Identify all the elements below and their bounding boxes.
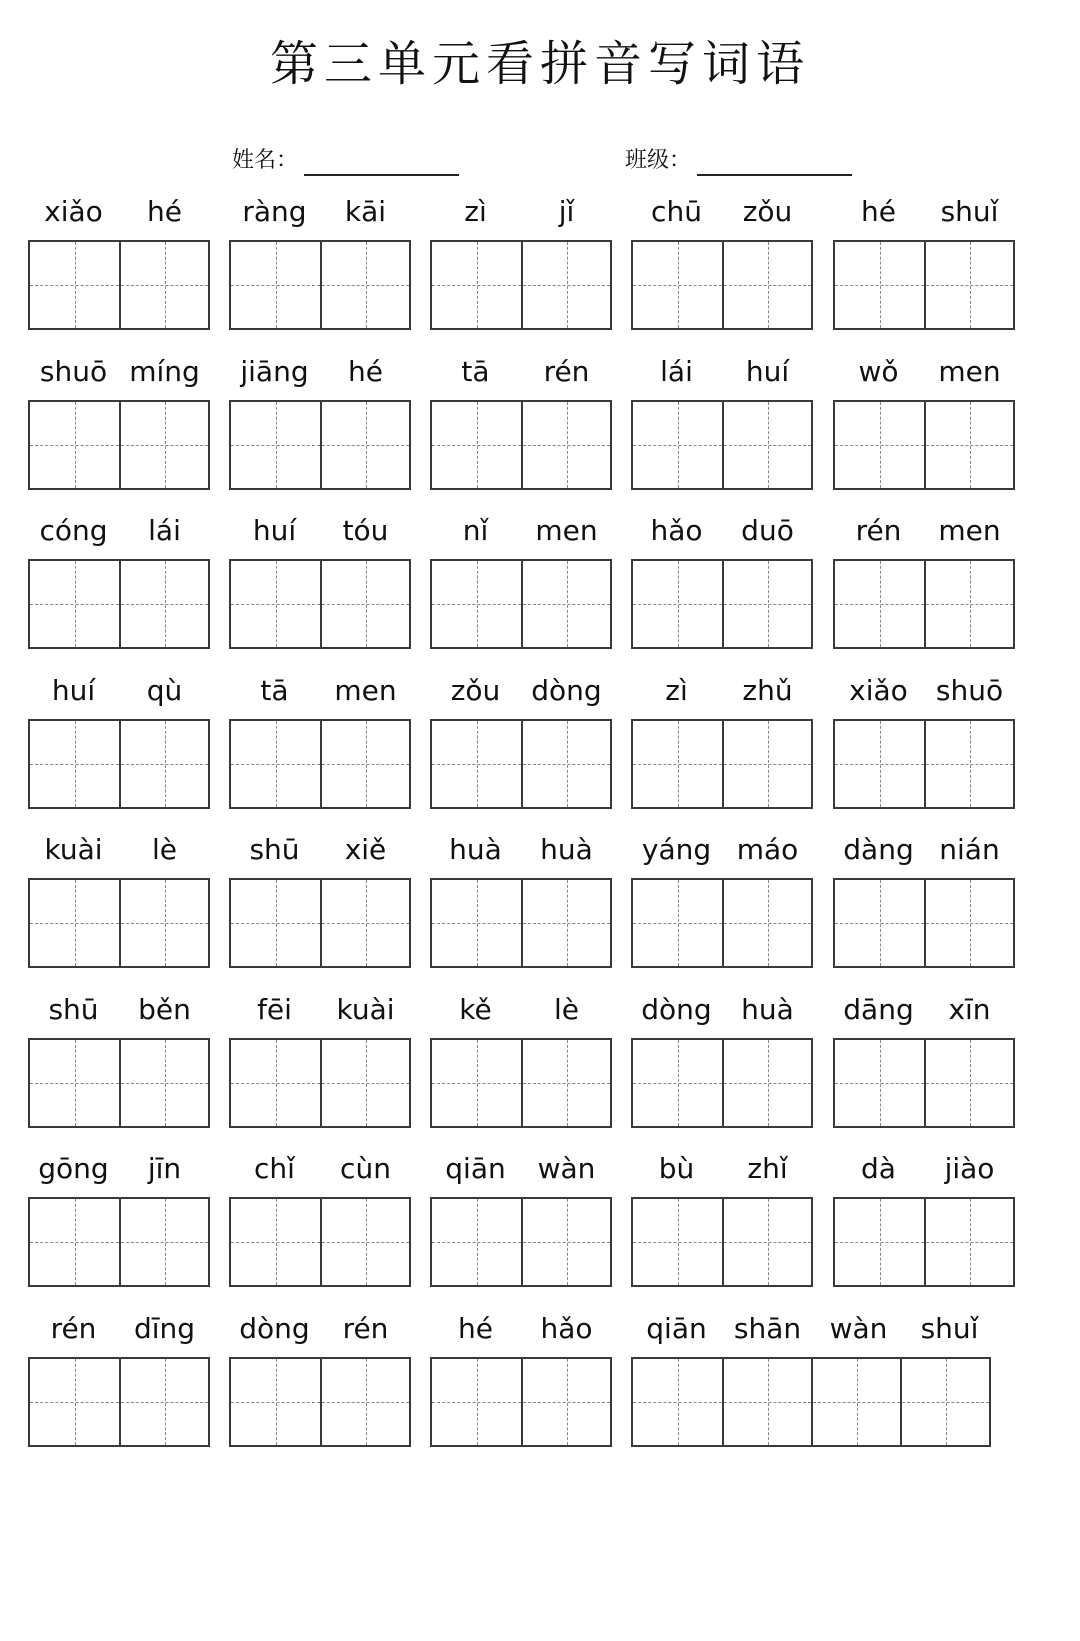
word-item <box>631 348 813 396</box>
pinyin-syllable: hé <box>458 1312 493 1345</box>
pinyin-syllable: kuài <box>336 993 395 1026</box>
pinyin-syllable: běn <box>138 993 191 1026</box>
pinyin-syllable: lái <box>660 355 693 388</box>
writing-cell[interactable] <box>432 1359 521 1445</box>
writing-boxes <box>430 559 612 649</box>
writing-cell[interactable] <box>722 721 811 807</box>
pinyin-row <box>430 986 612 1034</box>
writing-cell[interactable] <box>521 1199 610 1285</box>
pinyin-syllable: míng <box>129 355 200 388</box>
word-item <box>430 348 612 396</box>
pinyin-row <box>229 507 411 555</box>
writing-boxes <box>229 1038 411 1128</box>
pinyin-row <box>631 188 813 236</box>
writing-cell[interactable] <box>924 242 1013 328</box>
writing-boxes <box>631 1197 813 1287</box>
word-item <box>430 1145 612 1193</box>
writing-cell[interactable] <box>521 242 610 328</box>
pinyin-syllable: men <box>938 514 1001 547</box>
writing-cell[interactable] <box>722 561 811 647</box>
writing-cell[interactable] <box>633 1040 722 1126</box>
word-item <box>833 507 1015 555</box>
pinyin-syllable: dīng <box>133 1312 196 1345</box>
writing-cell[interactable] <box>119 1199 208 1285</box>
word-item <box>229 1145 411 1193</box>
word-item <box>430 826 612 874</box>
word-item <box>430 667 612 715</box>
pinyin-row <box>430 1305 612 1353</box>
pinyin-row <box>833 667 1015 715</box>
pinyin-syllable: huí <box>252 514 297 547</box>
writing-boxes <box>430 719 612 809</box>
writing-boxes <box>28 240 210 330</box>
writing-cell[interactable] <box>722 402 811 488</box>
writing-boxes <box>28 559 210 649</box>
writing-cell[interactable] <box>722 1359 811 1445</box>
writing-cell[interactable] <box>231 402 320 488</box>
writing-cell[interactable] <box>521 1359 610 1445</box>
word-item <box>430 188 612 236</box>
writing-cell[interactable] <box>432 1199 521 1285</box>
pinyin-syllable: dà <box>861 1152 896 1185</box>
pinyin-syllable: men <box>938 355 1001 388</box>
pinyin-syllable: shuǐ <box>940 195 999 228</box>
writing-boxes <box>430 240 612 330</box>
pinyin-syllable: hé <box>348 355 383 388</box>
writing-boxes <box>631 1038 813 1128</box>
word-item <box>833 986 1015 1034</box>
writing-boxes <box>833 400 1015 490</box>
pinyin-row <box>631 507 813 555</box>
writing-cell[interactable] <box>835 1199 924 1285</box>
pinyin-syllable: dàng <box>843 833 914 866</box>
writing-cell[interactable] <box>722 242 811 328</box>
writing-boxes <box>229 1197 411 1287</box>
writing-boxes <box>229 719 411 809</box>
pinyin-syllable: huí <box>745 355 790 388</box>
writing-boxes <box>229 400 411 490</box>
pinyin-syllable: jiāng <box>240 355 309 388</box>
pinyin-syllable: men <box>334 674 397 707</box>
pinyin-row <box>229 826 411 874</box>
writing-cell[interactable] <box>119 1040 208 1126</box>
writing-cell[interactable] <box>835 880 924 966</box>
pinyin-row <box>28 188 210 236</box>
writing-cell[interactable] <box>432 880 521 966</box>
pinyin-row <box>430 188 612 236</box>
writing-boxes <box>430 878 612 968</box>
writing-cell[interactable] <box>231 242 320 328</box>
pinyin-row <box>28 826 210 874</box>
writing-cell[interactable] <box>231 1040 320 1126</box>
writing-cell[interactable] <box>119 561 208 647</box>
writing-cell[interactable] <box>835 402 924 488</box>
writing-cell[interactable] <box>924 721 1013 807</box>
pinyin-syllable: huà <box>449 833 502 866</box>
pinyin-row <box>833 507 1015 555</box>
writing-boxes <box>229 240 411 330</box>
pinyin-syllable: máo <box>736 833 799 866</box>
writing-cell[interactable] <box>30 1199 119 1285</box>
pinyin-syllable: kuài <box>44 833 103 866</box>
pinyin-syllable: zhǐ <box>747 1152 788 1185</box>
pinyin-syllable: nǐ <box>462 514 489 547</box>
pinyin-syllable: qù <box>146 674 183 707</box>
pinyin-syllable: cóng <box>39 514 108 547</box>
pinyin-syllable: tā <box>461 355 490 388</box>
pinyin-row <box>430 667 612 715</box>
pinyin-row <box>430 507 612 555</box>
word-item <box>631 507 813 555</box>
word-item <box>229 826 411 874</box>
writing-cell[interactable] <box>835 242 924 328</box>
writing-cell[interactable] <box>320 1359 409 1445</box>
pinyin-syllable: huí <box>51 674 96 707</box>
writing-boxes <box>631 878 813 968</box>
pinyin-syllable: kě <box>459 993 492 1026</box>
writing-boxes <box>833 719 1015 809</box>
pinyin-row <box>631 348 813 396</box>
writing-boxes <box>833 878 1015 968</box>
pinyin-row <box>631 1145 813 1193</box>
writing-cell[interactable] <box>231 561 320 647</box>
writing-boxes <box>833 1038 1015 1128</box>
word-item <box>28 507 210 555</box>
writing-boxes <box>631 559 813 649</box>
word-item <box>833 188 1015 236</box>
pinyin-syllable: chǐ <box>254 1152 295 1185</box>
writing-cell[interactable] <box>432 721 521 807</box>
word-item <box>631 1145 813 1193</box>
writing-boxes <box>631 400 813 490</box>
writing-cell[interactable] <box>30 242 119 328</box>
pinyin-syllable: jiào <box>944 1152 995 1185</box>
writing-cell[interactable] <box>633 242 722 328</box>
writing-cell[interactable] <box>320 242 409 328</box>
word-item <box>430 507 612 555</box>
pinyin-row <box>229 1145 411 1193</box>
word-item <box>833 826 1015 874</box>
pinyin-syllable: rén <box>342 1312 389 1345</box>
pinyin-row <box>833 348 1015 396</box>
pinyin-syllable: xiǎo <box>44 195 103 228</box>
pinyin-syllable: chū <box>651 195 702 228</box>
pinyin-syllable: shū <box>249 833 300 866</box>
pinyin-row <box>28 667 210 715</box>
pinyin-syllable: rén <box>50 1312 97 1345</box>
pinyin-syllable: ràng <box>242 195 307 228</box>
writing-boxes <box>430 400 612 490</box>
word-item <box>430 986 612 1034</box>
pinyin-row <box>28 507 210 555</box>
pinyin-syllable: dòng <box>531 674 602 707</box>
pinyin-row <box>631 826 813 874</box>
writing-boxes <box>631 240 813 330</box>
pinyin-syllable: hǎo <box>540 1312 593 1345</box>
pinyin-syllable: huà <box>741 993 794 1026</box>
pinyin-syllable: zì <box>665 674 688 707</box>
pinyin-row <box>229 1305 411 1353</box>
pinyin-syllable: qiān <box>445 1152 506 1185</box>
pinyin-syllable: qiān <box>646 1312 707 1345</box>
writing-cell[interactable] <box>231 721 320 807</box>
pinyin-row <box>833 826 1015 874</box>
pinyin-row <box>28 1145 210 1193</box>
writing-boxes <box>631 719 813 809</box>
writing-cell[interactable] <box>633 561 722 647</box>
pinyin-syllable: nián <box>939 833 1000 866</box>
pinyin-syllable: zhǔ <box>742 674 793 707</box>
writing-cell[interactable] <box>119 1359 208 1445</box>
pinyin-syllable: wàn <box>537 1152 596 1185</box>
pinyin-syllable: shuō <box>935 674 1004 707</box>
pinyin-row <box>430 1145 612 1193</box>
word-item <box>28 986 210 1034</box>
pinyin-syllable: tóu <box>342 514 389 547</box>
writing-cell[interactable] <box>30 721 119 807</box>
writing-cell[interactable] <box>924 1040 1013 1126</box>
pinyin-row <box>229 667 411 715</box>
writing-cell[interactable] <box>119 721 208 807</box>
name-field <box>232 146 459 176</box>
pinyin-syllable: huà <box>540 833 593 866</box>
word-item <box>229 188 411 236</box>
pinyin-row <box>631 986 813 1034</box>
writing-boxes <box>631 1357 991 1447</box>
writing-cell[interactable] <box>521 880 610 966</box>
word-item <box>631 986 813 1034</box>
writing-cell[interactable] <box>432 1040 521 1126</box>
writing-cell[interactable] <box>924 402 1013 488</box>
pinyin-row <box>229 188 411 236</box>
writing-cell[interactable] <box>633 721 722 807</box>
page-title: 第三单元看拼音写词语 <box>269 36 810 92</box>
pinyin-syllable: xiě <box>344 833 387 866</box>
writing-cell[interactable] <box>320 721 409 807</box>
pinyin-syllable: kāi <box>344 195 387 228</box>
word-item <box>229 507 411 555</box>
name-label: 姓名： <box>232 148 299 173</box>
writing-boxes <box>28 400 210 490</box>
writing-boxes <box>28 1038 210 1128</box>
writing-cell[interactable] <box>633 402 722 488</box>
word-item <box>28 1305 210 1353</box>
writing-boxes <box>833 1197 1015 1287</box>
pinyin-row <box>28 1305 210 1353</box>
pinyin-syllable: jǐ <box>558 195 575 228</box>
pinyin-syllable: zì <box>464 195 487 228</box>
class-field <box>625 146 852 176</box>
writing-cell[interactable] <box>835 721 924 807</box>
pinyin-syllable: tā <box>260 674 289 707</box>
word-item <box>229 986 411 1034</box>
word-item <box>28 348 210 396</box>
writing-cell[interactable] <box>320 402 409 488</box>
writing-cell[interactable] <box>811 1359 900 1445</box>
writing-boxes <box>430 1357 612 1447</box>
writing-cell[interactable] <box>900 1359 989 1445</box>
pinyin-syllable: shuō <box>39 355 108 388</box>
writing-cell[interactable] <box>722 1199 811 1285</box>
writing-cell[interactable] <box>30 561 119 647</box>
pinyin-row <box>833 188 1015 236</box>
word-item <box>631 826 813 874</box>
pinyin-syllable: zǒu <box>742 195 793 228</box>
pinyin-syllable: fēi <box>257 993 292 1026</box>
word-item <box>430 1305 612 1353</box>
writing-cell[interactable] <box>119 880 208 966</box>
word-item <box>833 1145 1015 1193</box>
pinyin-row <box>833 1145 1015 1193</box>
pinyin-syllable: wǒ <box>858 355 899 388</box>
writing-cell[interactable] <box>30 1359 119 1445</box>
writing-cell[interactable] <box>835 561 924 647</box>
writing-boxes <box>28 1197 210 1287</box>
class-blank-line[interactable] <box>697 150 852 176</box>
writing-cell[interactable] <box>521 1040 610 1126</box>
writing-cell[interactable] <box>722 880 811 966</box>
pinyin-syllable: wàn <box>829 1312 888 1345</box>
writing-cell[interactable] <box>633 1359 722 1445</box>
pinyin-syllable: shān <box>733 1312 802 1345</box>
word-item <box>28 188 210 236</box>
pinyin-row <box>28 348 210 396</box>
pinyin-syllable: shū <box>48 993 99 1026</box>
word-item <box>28 1145 210 1193</box>
pinyin-row <box>229 986 411 1034</box>
pinyin-syllable: lái <box>148 514 181 547</box>
pinyin-syllable: yáng <box>641 833 712 866</box>
pinyin-syllable: dòng <box>641 993 712 1026</box>
pinyin-syllable: hé <box>861 195 896 228</box>
pinyin-syllable: zǒu <box>450 674 501 707</box>
pinyin-row <box>833 986 1015 1034</box>
writing-cell[interactable] <box>432 561 521 647</box>
pinyin-syllable: hé <box>147 195 182 228</box>
writing-cell[interactable] <box>521 402 610 488</box>
pinyin-row <box>430 826 612 874</box>
pinyin-syllable: dāng <box>843 993 914 1026</box>
pinyin-syllable: xīn <box>948 993 991 1026</box>
writing-cell[interactable] <box>320 1040 409 1126</box>
writing-boxes <box>28 878 210 968</box>
writing-boxes <box>229 878 411 968</box>
writing-boxes <box>229 559 411 649</box>
word-item <box>229 1305 411 1353</box>
writing-boxes <box>28 719 210 809</box>
name-blank-line[interactable] <box>304 150 459 176</box>
writing-cell[interactable] <box>119 402 208 488</box>
writing-boxes <box>430 1038 612 1128</box>
writing-cell[interactable] <box>722 1040 811 1126</box>
word-item <box>631 188 813 236</box>
pinyin-syllable: dòng <box>239 1312 310 1345</box>
writing-cell[interactable] <box>924 880 1013 966</box>
writing-cell[interactable] <box>30 880 119 966</box>
pinyin-row <box>631 667 813 715</box>
pinyin-row <box>28 986 210 1034</box>
pinyin-row <box>631 1305 995 1353</box>
word-item <box>229 667 411 715</box>
word-item <box>631 1305 995 1353</box>
pinyin-syllable: lè <box>553 993 579 1026</box>
pinyin-syllable: duō <box>741 514 794 547</box>
writing-cell[interactable] <box>231 880 320 966</box>
pinyin-syllable: shuǐ <box>920 1312 979 1345</box>
writing-cell[interactable] <box>320 1199 409 1285</box>
pinyin-row <box>430 348 612 396</box>
pinyin-syllable: jīn <box>147 1152 182 1185</box>
pinyin-syllable: gōng <box>38 1152 109 1185</box>
writing-cell[interactable] <box>521 561 610 647</box>
pinyin-syllable: cùn <box>340 1152 391 1185</box>
writing-cell[interactable] <box>320 880 409 966</box>
writing-cell[interactable] <box>30 1040 119 1126</box>
writing-cell[interactable] <box>231 1359 320 1445</box>
writing-boxes <box>430 1197 612 1287</box>
writing-cell[interactable] <box>924 1199 1013 1285</box>
writing-cell[interactable] <box>633 880 722 966</box>
writing-cell[interactable] <box>231 1199 320 1285</box>
writing-cell[interactable] <box>924 561 1013 647</box>
pinyin-syllable: bù <box>658 1152 695 1185</box>
writing-boxes <box>833 559 1015 649</box>
writing-cell[interactable] <box>521 721 610 807</box>
word-item <box>833 348 1015 396</box>
word-item <box>229 348 411 396</box>
word-item <box>631 667 813 715</box>
writing-cell[interactable] <box>432 242 521 328</box>
writing-boxes <box>28 1357 210 1447</box>
word-item <box>833 667 1015 715</box>
word-item <box>28 826 210 874</box>
writing-boxes <box>229 1357 411 1447</box>
writing-cell[interactable] <box>633 1199 722 1285</box>
writing-cell[interactable] <box>320 561 409 647</box>
writing-boxes <box>833 240 1015 330</box>
class-label: 班级： <box>625 148 692 173</box>
pinyin-syllable: men <box>535 514 598 547</box>
pinyin-syllable: rén <box>855 514 902 547</box>
writing-cell[interactable] <box>835 1040 924 1126</box>
writing-cell[interactable] <box>119 242 208 328</box>
pinyin-row <box>229 348 411 396</box>
pinyin-syllable: hǎo <box>650 514 703 547</box>
pinyin-syllable: xiǎo <box>849 674 908 707</box>
pinyin-syllable: lè <box>151 833 177 866</box>
word-item <box>28 667 210 715</box>
writing-cell[interactable] <box>432 402 521 488</box>
writing-cell[interactable] <box>30 402 119 488</box>
pinyin-syllable: rén <box>543 355 590 388</box>
